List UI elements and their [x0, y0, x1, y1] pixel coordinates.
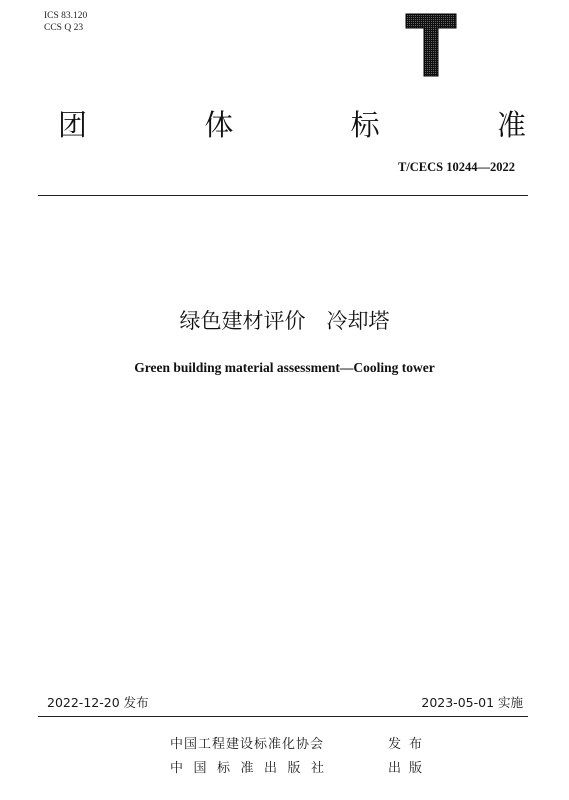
standard-type-char: 准 — [496, 107, 526, 142]
publisher-org: 中国工程建设标准化协会 — [170, 737, 325, 752]
standard-type-heading — [58, 103, 526, 143]
publisher-org: 中国标准出版社 — [170, 761, 335, 776]
classification-codes — [44, 10, 87, 34]
ics-code: ICS 83.120 — [44, 11, 88, 21]
publisher-row — [170, 733, 430, 757]
bottom-divider — [38, 716, 528, 717]
title-english: Green building material assessment—Cooling tower — [134, 360, 435, 375]
ccs-code: CCS Q 23 — [44, 23, 84, 33]
standard-number: T/CECS 10244—2022 — [397, 160, 515, 174]
title-chinese: 绿色建材评价 冷却塔 — [179, 309, 390, 333]
publisher-action: 出版 — [387, 761, 430, 776]
standard-type-char: 标 — [350, 107, 380, 142]
publisher-block — [170, 733, 430, 781]
standard-type-T-icon — [402, 8, 460, 78]
issue-date: 2022-12-20 发布 — [47, 695, 149, 710]
publisher-row — [170, 757, 430, 781]
publisher-action: 发布 — [387, 737, 430, 752]
standard-type-char: 团 — [58, 107, 88, 142]
standard-type-char: 体 — [204, 107, 234, 142]
implementation-date: 2023-05-01 实施 — [421, 695, 523, 710]
top-divider — [38, 195, 528, 196]
